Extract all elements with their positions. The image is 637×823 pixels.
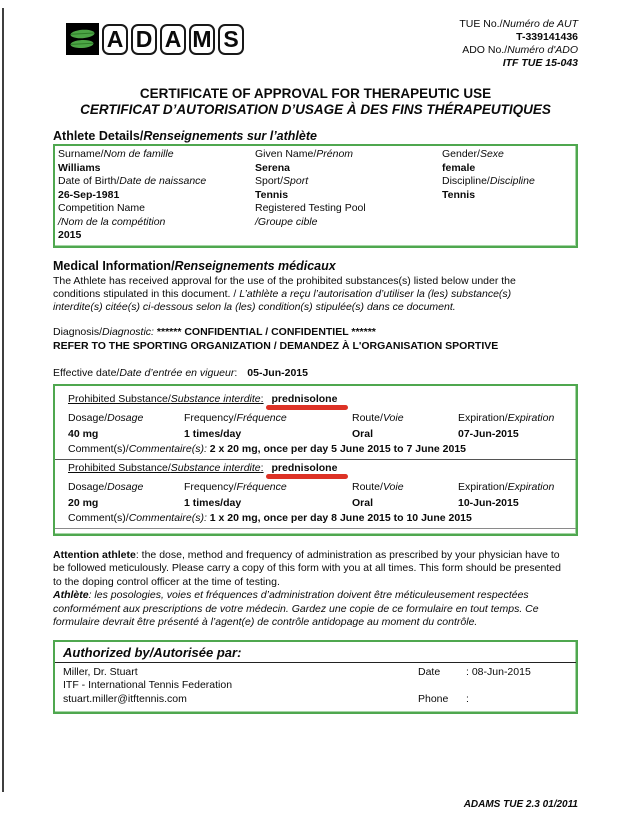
certificate-title-en: CERTIFICATE OF APPROVAL FOR THERAPEUTIC USE <box>139 86 492 101</box>
document-content <box>53 14 578 714</box>
frequency-label: Frequency/Fréquence <box>184 411 287 424</box>
substance-name-highlighted: prednisolone <box>271 392 338 405</box>
comment-value: 2 x 20 mg, once per day 5 June 2015 to 7 June 2015 <box>209 442 467 455</box>
substance-label-line: Prohibited Substance/Substance interdite: prednisolone <box>68 392 338 405</box>
authorizer-name: Miller, Dr. Stuart <box>63 665 138 678</box>
route-label: Route/Voie <box>352 411 404 424</box>
authorization-date: Date : 08-Jun-2015 <box>418 665 531 678</box>
logo-letter: M <box>189 24 215 55</box>
authorized-by-box <box>53 640 578 714</box>
field-value: Serena <box>255 161 291 174</box>
dosage-label: Dosage/Dosage <box>68 411 144 424</box>
field-empty <box>442 202 572 243</box>
refer-line: REFER TO THE SPORTING ORGANIZATION / DEMANDEZ À L'ORGANISATION SPORTIVE <box>53 339 499 352</box>
authorized-by-details <box>55 663 576 712</box>
comment-line: Comment(s)/Commentaire(s): 2 x 20 mg, once per day 5 June 2015 to 7 June 2015 <box>68 442 467 455</box>
certificate-title-fr: CERTIFICAT D’AUTORISATION D’USAGE À DES FINS THÉRAPEUTIQUES <box>80 102 551 117</box>
field-label: Given Name/Prénom <box>255 148 354 160</box>
route-value: Oral <box>352 427 374 440</box>
ado-number-value: ITF TUE 15-043 <box>502 57 578 69</box>
field-surname <box>58 148 255 175</box>
substance-block-1 <box>55 391 576 455</box>
frequency-value: 1 times/day <box>184 496 242 509</box>
attention-notice <box>53 549 565 630</box>
substance-bottom-rule <box>55 528 576 529</box>
field-value: female <box>442 161 476 174</box>
logo-letter: A <box>102 24 128 55</box>
attention-en: Attention athlete: the dose, method and frequency of administration as prescribed by your physician have to be followed meticulously. Please carry a copy of this form with you at all times. This form should be presented to the doping control officer at the time of testing. <box>53 548 561 588</box>
frequency-label: Frequency/Fréquence <box>184 480 287 493</box>
expiration-label: Expiration/Expiration <box>458 411 555 424</box>
tue-number-label: TUE No./Numéro de AUT <box>459 18 578 30</box>
expiration-value: 07-Jun-2015 <box>458 427 519 440</box>
substance-block-2 <box>55 460 576 524</box>
dosage-label: Dosage/Dosage <box>68 480 144 493</box>
adams-leaves-icon <box>66 23 99 55</box>
field-label: Sport/Sport <box>255 175 309 187</box>
field-label: Date of Birth/Date de naissance <box>58 175 207 187</box>
authorized-by-title: Authorized by/Autorisée par: <box>63 644 242 660</box>
field-label: Competition Name <box>58 202 145 214</box>
frequency-value: 1 times/day <box>184 427 242 440</box>
attention-fr: Athlète: les posologies, voies et fréquences d’administration doivent être méticuleusement respectées conformément aux prescriptions de votre médecin. Gardez une copie de ce formulaire en tout temps. Ce formulaire devrait être présenté à l’agent(e) de contrôle antidopage au moment du contrôle. <box>53 589 539 628</box>
dosage-value: 40 mg <box>68 427 99 440</box>
substance-name-highlighted: prednisolone <box>271 461 338 474</box>
comment-value: 1 x 20 mg, once per day 8 June 2015 to 10 June 2015 <box>209 511 472 524</box>
page-edge-artifact <box>2 8 4 792</box>
field-given-name <box>255 148 442 175</box>
authorizer-name-row <box>63 666 568 679</box>
form-version-footer: ADAMS TUE 2.3 01/2011 <box>463 799 578 810</box>
field-value: Williams <box>58 161 101 174</box>
effective-date-value: 05-Jun-2015 <box>247 366 308 379</box>
substance-detail-grid <box>68 481 563 509</box>
field-label-fr: /Nom de la compétition <box>58 215 166 228</box>
medical-section-title: Medical Information/Renseignements médicaux <box>53 258 336 273</box>
diagnosis-block <box>53 325 578 353</box>
substance-label-line: Prohibited Substance/Substance interdite: prednisolone <box>68 461 338 474</box>
athlete-details-box <box>53 144 578 248</box>
diagnosis-line: Diagnosis/Diagnostic: ****** CONFIDENTIAL / CONFIDENTIEL ****** <box>53 325 376 338</box>
route-label: Route/Voie <box>352 480 404 493</box>
dosage-value: 20 mg <box>68 496 99 509</box>
field-gender <box>442 148 572 175</box>
tue-number-value: T-339141436 <box>516 31 578 43</box>
diagnosis-value: ****** CONFIDENTIAL / CONFIDENTIEL ****** <box>156 325 376 338</box>
authorizer-phone: Phone : <box>418 692 469 705</box>
expiration-label: Expiration/Expiration <box>458 480 555 493</box>
field-label-fr: /Groupe cible <box>255 215 318 228</box>
field-label: Gender/Sexe <box>442 148 504 160</box>
field-value: Tennis <box>255 188 289 201</box>
authorizer-contact-row <box>63 693 568 706</box>
field-label: Surname/Nom de famille <box>58 148 174 160</box>
ado-number-label: ADO No./Numéro d'ADO <box>462 44 578 56</box>
approval-paragraph: The Athlete has received approval for the use of the prohibited substances(s) listed below under the conditions stipulated in this document. / L’athlète a reçu l’autorisation d’utiliser la (les) substance(s) interdite(s) citée(s) ci-dessous selon la (les) condition(s) stipulée(s) dans ce document. <box>53 274 516 313</box>
field-label: Registered Testing Pool <box>255 202 366 214</box>
authorizer-organization: ITF - International Tennis Federation <box>63 679 233 691</box>
logo-letter: A <box>160 24 186 55</box>
field-sport <box>255 175 442 202</box>
field-competition-name <box>58 202 255 243</box>
adams-logo <box>66 23 244 55</box>
field-date-of-birth <box>58 175 255 202</box>
effective-date-line: Effective date/Date d’entrée en vigueur: 05-Jun-2015 <box>53 366 308 379</box>
expiration-value: 10-Jun-2015 <box>458 496 519 509</box>
document-header <box>53 14 578 70</box>
prohibited-substances-box <box>53 384 578 536</box>
route-value: Oral <box>352 496 374 509</box>
athlete-section-title: Athlete Details/Renseignements sur l’athlète <box>53 129 317 143</box>
logo-letter: D <box>131 24 157 55</box>
authorizer-organization-row <box>63 679 568 692</box>
field-discipline <box>442 175 572 202</box>
certificate-title <box>53 86 578 118</box>
field-value: 2015 <box>58 229 82 241</box>
authorizer-email: stuart.miller@itftennis.com <box>63 692 187 705</box>
logo-letter: S <box>218 24 244 55</box>
field-value: Tennis <box>442 188 476 201</box>
substance-detail-grid <box>68 412 563 440</box>
field-registered-testing-pool <box>255 202 442 243</box>
comment-line: Comment(s)/Commentaire(s): 1 x 20 mg, once per day 8 June 2015 to 10 June 2015 <box>68 511 472 524</box>
field-label: Discipline/Discipline <box>442 175 535 187</box>
reference-numbers <box>459 14 578 70</box>
field-value: 26-Sep-1981 <box>58 188 120 201</box>
